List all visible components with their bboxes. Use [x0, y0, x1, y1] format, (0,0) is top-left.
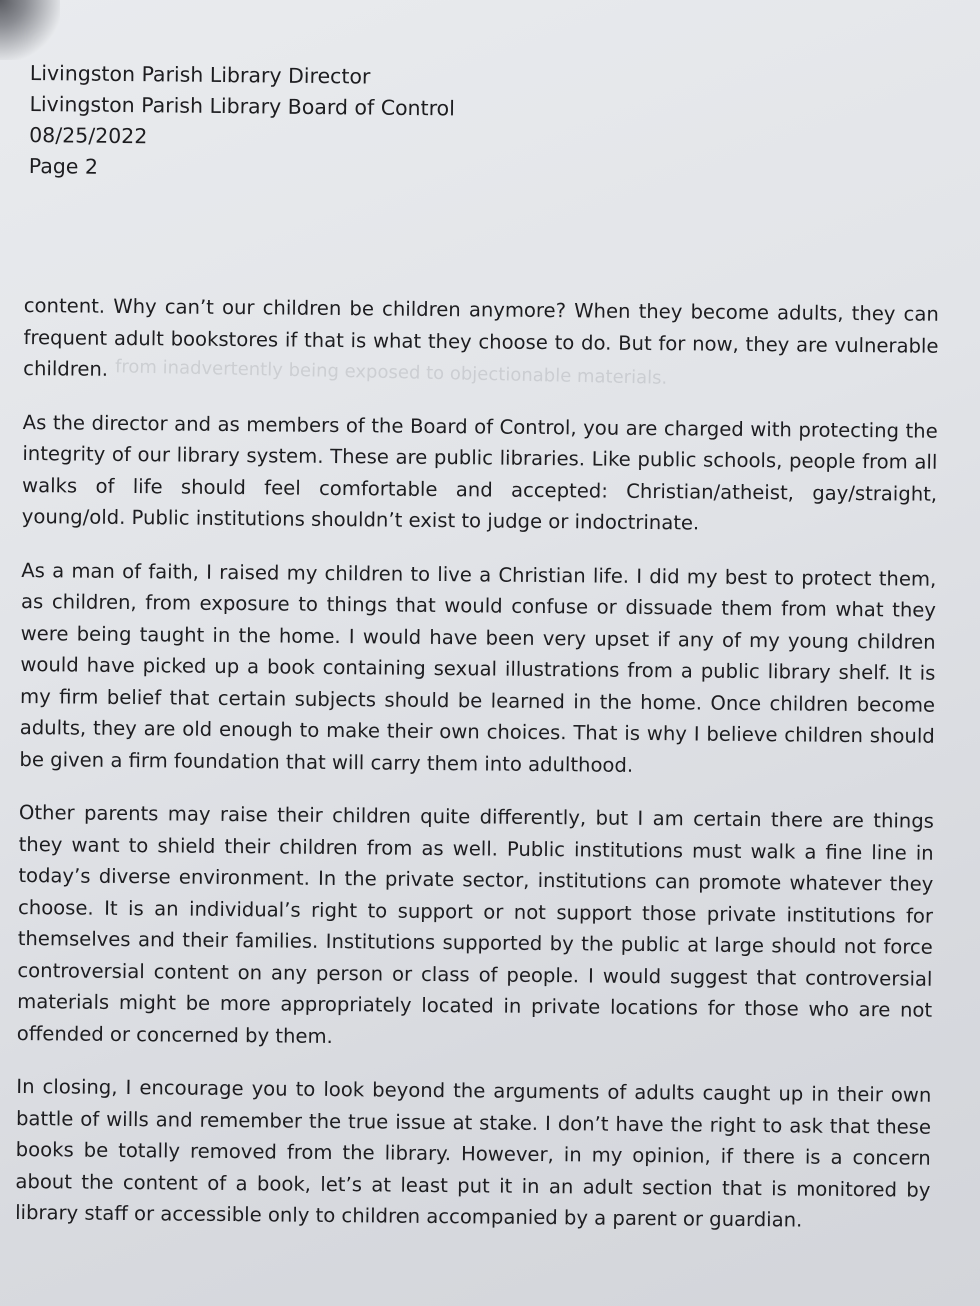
- paragraph-5: In closing, I encourage you to look beyond the arguments of adults caught up in their own battle of wills and remember the true issue at stake. I don’t have the right to ask that these books be totally removed from the library. However, in my opinion, if there is a concern about the content of a book, let’s at least put it in an adult section that is monitored by library staff or accessible only to children accompanied by a parent or guardian.: [15, 1074, 932, 1232]
- page-number: Page 2: [28, 153, 99, 179]
- recipient-line-2: Livingston Parish Library Board of Control: [29, 91, 455, 121]
- paragraph-4: Other parents may raise their children quite differently, but I am certain there are things they want to shield their children from as well. Public institutions must walk a fine line in today’s diverse environment. In the private sector, institutions can promote whatever they choose. It is an individual’s right to support or not support those private institutions for themselves and their families. Institutions supported by the public at large should not force controversial content on any person or class of people. I would suggest that controversial materials might be more appropriately located in private locations for those who are not offended or concerned by them.: [16, 800, 935, 1048]
- page-corner-shadow: [0, 0, 60, 60]
- letter-header: [29, 58, 456, 186]
- paragraph-3: As a man of faith, I raised my children to live a Christian life. I did my best to protect them, as children, from exposure to things that would confuse or dissuade them from what they were being taught in the home. I would have been very upset if any of my young children would have picked up a book containing sexual illustrations from a public library shelf. It is my firm belief that certain subjects should be learned in the home. Once children become adults, they are old enough to make their own choices. That is why I believe children should be given a firm foundation that will carry them into adulthood.: [19, 558, 937, 777]
- paragraph-1: content. Why can’t our children be children anymore? When they become adults, they can frequent adult bookstores if that is what they choose to do. But for now, they are vulnerable children.: [23, 293, 939, 381]
- letter-date: 08/25/2022: [29, 122, 148, 149]
- bleed-through-text: from inadvertently being exposed to objectionable materials.: [114, 356, 668, 389]
- letter-body: [15, 290, 939, 1259]
- paragraph-2: As the director and as members of the Board of Control, you are charged with protecting the integrity of our library system. These are public libraries. Like public schools, people from all walks of life should feel comfortable and accepted: Christian/atheist, gay/straight, young/old. Public institutions shouldn’t exist to judge or indoctrinate.: [21, 410, 938, 535]
- recipient-line-1: Livingston Parish Library Director: [29, 60, 371, 89]
